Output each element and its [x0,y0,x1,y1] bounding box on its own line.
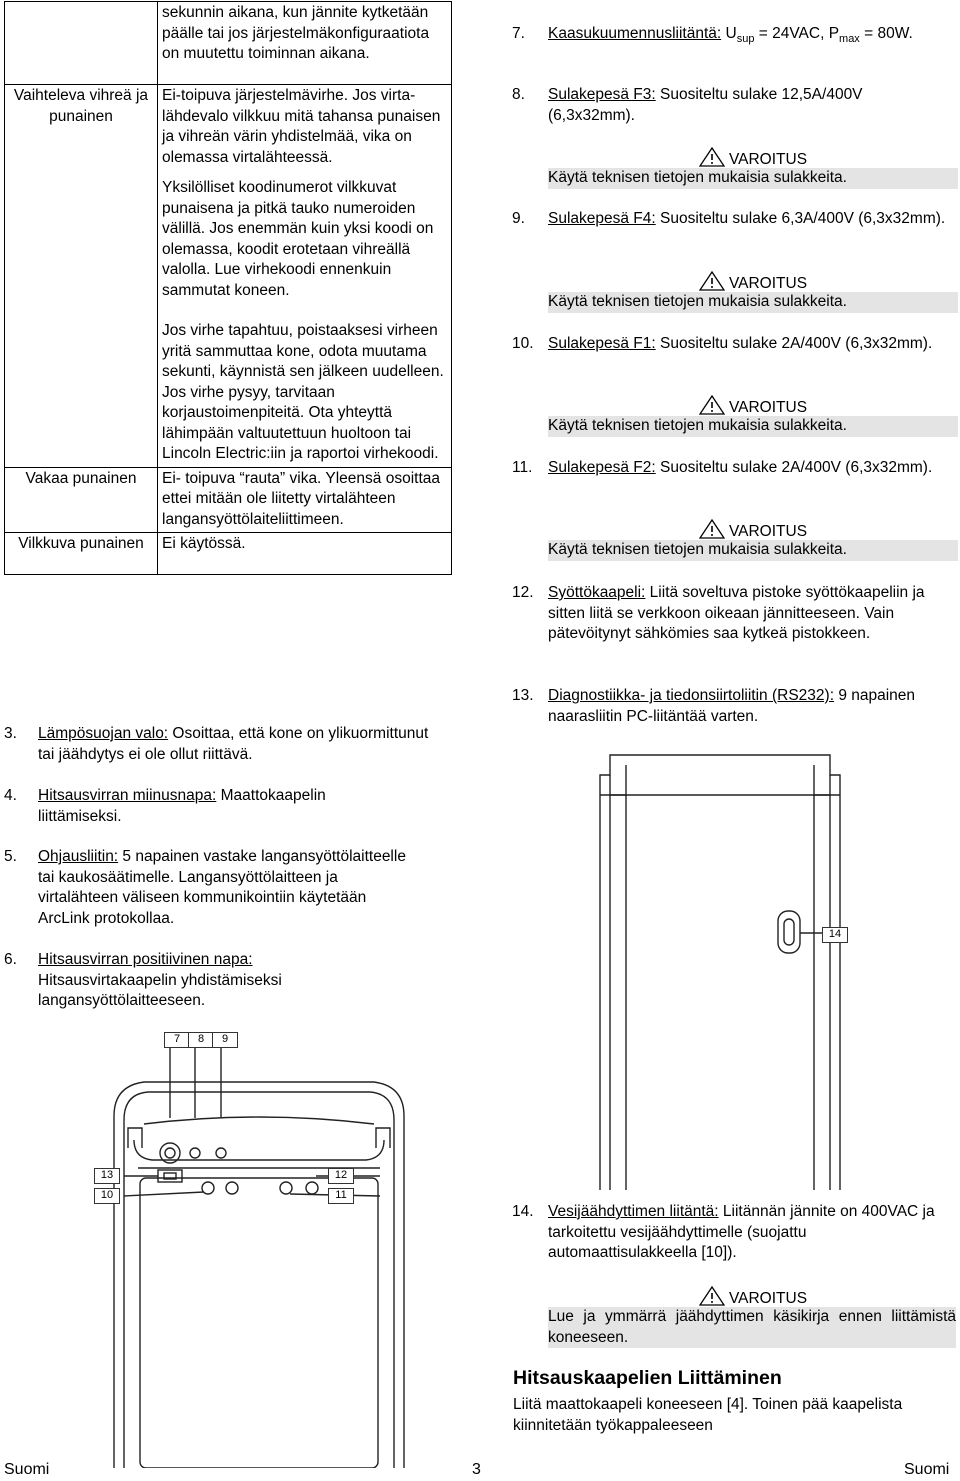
item-body: = 24VAC, P [754,25,840,42]
item-text [548,1202,952,1264]
footer-right: Suomi [904,1461,950,1478]
table-row [5,85,452,468]
item-body: 9 napainen naarasliitin PC-liitäntää varten. [548,687,916,725]
item-body: Maattokaapelin liittämiseksi. [38,787,326,825]
item-title: Vesijäähdyttimen liitäntä: [548,1203,719,1220]
table-cell-label [5,2,158,85]
warning-text: Lue ja ymmärrä jäähdyttimen käsikirja ennen liittämistä koneeseen. [548,1307,956,1348]
warning-icon [699,271,725,291]
machine-side-diagram [590,735,850,1190]
callout-label: 14 [822,927,848,943]
warning-heading [548,271,958,291]
item-text [548,583,952,645]
item-text [548,209,952,230]
item-text [38,786,408,827]
warning-label: VAROITUS [728,1290,808,1307]
callout-label: 11 [328,1188,354,1204]
item-body: Suositeltu sulake 2A/400V (6,3x32mm). [655,335,933,352]
paragraph: Ei-toipuva järjestelmävirhe. Jos virta- lähdevalo vilkkuu mitä tahansa punaisen ja vihreän värin yhdistelmää, vika on olemassa virtalähteessä. [162,87,441,166]
item-text [548,85,952,126]
page-number: 3 [472,1461,481,1478]
item-body: Liitännän jännite on 400VAC ja tarkoitettu vesijäähdyttimelle (suojattu automaattisulakkeella [10]). [548,1203,935,1261]
warning-heading [548,147,958,167]
item-title: Syöttökaapeli: [548,584,646,601]
item-body: Osoittaa, että kone on ylikuormittunut tai jäähdytys ei ole ollut riittävä. [38,725,429,763]
item-title: Ohjausliitin: [38,848,119,865]
table-cell-text [158,85,452,468]
item-body: U [721,25,737,42]
subscript: max [839,33,860,46]
item-number: 11. [512,459,533,476]
warning-text: Käytä teknisen tietojen mukaisia sulakkeita. [548,292,958,313]
paragraph: Yksilölliset koodinumerot vilkkuvat punaisena ja pitkä tauko numeroiden välillä. Jos enemmän kuin yksi koodi on olemassa, koodit erotetaan vihreällä valolla. Lue virhekoodi ennenkuin sammutat koneen. [162,179,434,299]
paragraph: Jos virhe tapahtuu, poistaaksesi virheen yritä sammuttaa kone, odota muutama sekunti, käynnistä sen jälkeen uudelleen. Jos virhe pysyy, tarvitaan korjaustoimenpiteitä. Ota yhteyttä lähimpään valtuutettuun huoltoon tai Lincoln Electric:iin ja raportoi virhekoodi. [162,322,444,462]
item-text [548,686,952,727]
item-body: = 80W. [859,25,913,42]
item-number: 9. [512,210,525,227]
item-text [38,950,328,1012]
item-number: 3. [4,725,17,742]
callout-label: 13 [94,1168,120,1184]
table-cell-label: Vilkkuva punainen [5,533,158,575]
warning-text: Käytä teknisen tietojen mukaisia sulakkeita. [548,416,958,437]
warning-heading [548,1286,958,1306]
item-title: Kaasukuumennusliitäntä: [548,25,722,42]
item-title: Sulakepesä F1: [548,335,656,352]
callout-label: 8 [188,1032,214,1048]
item-body: 5 napainen vastake langansyöttölaitteelle tai kaukosäätimelle. Langansyöttölaitteen ja virtalähteen väliseen kommunikointiin käytetään ArcLink protokollaa. [38,848,406,927]
item-text [38,847,418,929]
callout-label: 10 [94,1188,120,1204]
warning-heading [548,519,958,539]
table-row [5,467,452,533]
machine-back-diagram [94,1028,424,1468]
item-number: 10. [512,335,534,352]
item-number: 7. [512,25,525,42]
item-text [548,458,952,479]
item-number: 6. [4,951,17,968]
callout-label: 7 [164,1032,190,1048]
item-text [548,334,952,355]
callout-label: 12 [328,1168,354,1184]
warning-icon [699,1286,725,1306]
item-number: 5. [4,848,17,865]
item-number: 14. [512,1203,534,1220]
item-title: Diagnostiikka- ja tiedonsiirtoliitin (RS232): [548,687,835,704]
item-body: Hitsausvirtakaapelin yhdistämiseksi langansyöttölaitteeseen. [38,971,282,1009]
footer-left: Suomi [4,1461,50,1478]
item-number: 12. [512,584,534,601]
warning-heading [548,395,958,415]
warning-label: VAROITUS [728,399,808,416]
item-title: Hitsausvirran positiivinen napa: [38,951,253,968]
table-cell-text: sekunnin aikana, kun jännite kytketään päälle tai jos järjestelmäkonfiguraatiota on muutettu toiminnan aikana. [158,2,452,85]
table-cell-text: Ei- toipuva “rauta” vika. Yleensä osoittaa ettei mitään ole liitetty virtalähteen langansyöttölaiteliittimeen. [158,467,452,533]
item-number: 4. [4,787,17,804]
callout-label: 9 [212,1032,238,1048]
subscript: sup [736,33,755,46]
table-row [5,2,452,85]
table-cell-label: Vakaa punainen [5,467,158,533]
section-heading: Hitsauskaapelien Liittäminen [513,1367,782,1389]
item-title: Sulakepesä F2: [548,459,656,476]
item-body: Suositeltu sulake 6,3A/400V (6,3x32mm). [655,210,946,227]
warning-label: VAROITUS [728,275,808,292]
item-title: Sulakepesä F3: [548,86,656,103]
table-cell-label: Vaihteleva vihreä ja punainen [5,85,158,468]
section-text: Liitä maattokaapeli koneeseen [4]. Toinen pää kaapelista kiinnitetään työkappaleeseen [513,1396,903,1434]
item-text [38,724,440,765]
item-title: Lämpösuojan valo: [38,725,169,742]
item-title: Sulakepesä F4: [548,210,656,227]
warning-icon [699,147,725,167]
table-row [5,533,452,575]
table-cell-text: Ei käytössä. [158,533,452,575]
warning-icon [699,519,725,539]
warning-text: Käytä teknisen tietojen mukaisia sulakkeita. [548,540,958,561]
item-text [548,24,952,50]
status-table [4,1,452,575]
item-title: Hitsausvirran miinusnapa: [38,787,217,804]
item-body: Suositeltu sulake 2A/400V (6,3x32mm). [655,459,933,476]
warning-text: Käytä teknisen tietojen mukaisia sulakkeita. [548,168,958,189]
warning-icon [699,395,725,415]
item-number: 8. [512,86,525,103]
warning-label: VAROITUS [728,151,808,168]
item-number: 13. [512,687,534,704]
item-body: Suositeltu sulake 12,5A/400V (6,3x32mm). [548,86,863,124]
item-body: Liitä soveltuva pistoke syöttökaapeliin ja sitten liitä se verkkoon oikeaan jännitteeseen. Vain pätevöitynyt sähkömies saa kytkeä pistokkeen. [548,584,925,642]
warning-label: VAROITUS [728,523,808,540]
